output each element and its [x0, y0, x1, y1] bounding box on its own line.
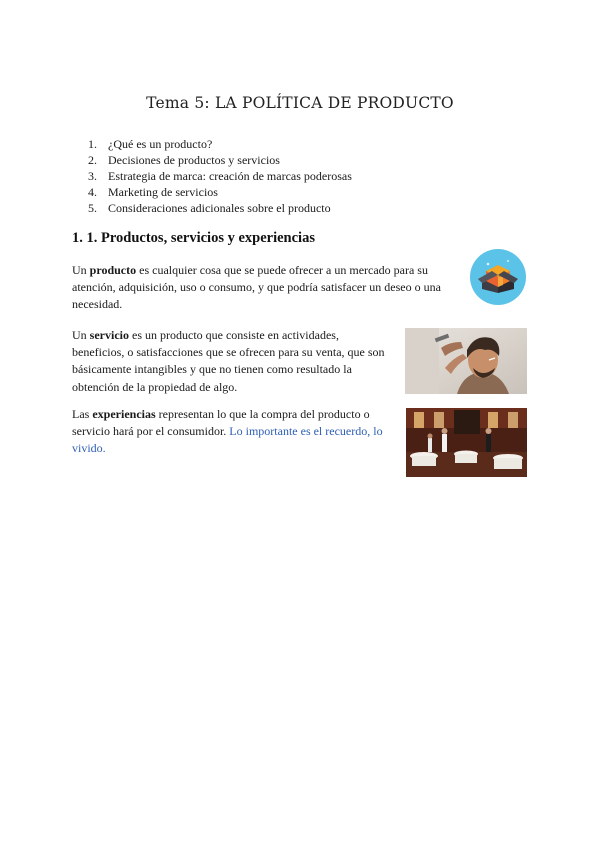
servicio-term: servicio: [89, 328, 129, 342]
table-of-contents: [88, 136, 352, 216]
paragraph-text: es un producto que consiste en actividades, beneficios, o satisfacciones que se ofrecen para su venta, que son básicamente intangibles y que no tienen como resultado la obtención de la propiedad de algo.: [72, 328, 385, 394]
toc-item: [88, 136, 352, 152]
paragraph-text: Un: [72, 328, 90, 342]
highlight-text: Lo importante es el recuerdo, lo vivido.: [72, 424, 383, 456]
toc-label: Consideraciones adicionales sobre el producto: [108, 201, 331, 215]
producto-term: producto: [89, 263, 137, 277]
toc-label: Marketing de servicios: [108, 185, 218, 199]
toc-label: Decisiones de productos y servicios: [108, 153, 280, 167]
toc-number: 1.: [88, 137, 97, 151]
toc-number: 2.: [88, 153, 97, 167]
section-heading: 1. 1. Productos, servicios y experiencias: [72, 230, 315, 246]
paragraph-text: representan lo que la compra del producto o servicio hará por el consumidor.: [72, 407, 370, 439]
toc-number: 3.: [88, 169, 97, 183]
paragraph-text: Las: [72, 407, 93, 421]
toc-number: 4.: [88, 185, 97, 199]
toc-item: [88, 152, 352, 168]
servicio-paragraph: [72, 327, 394, 396]
toc-label: ¿Qué es un producto?: [108, 137, 213, 151]
toc-item: [88, 184, 352, 200]
hairdresser-photo: [405, 328, 527, 394]
producto-paragraph: [72, 262, 456, 314]
restaurant-photo: [406, 408, 527, 477]
toc-item: [88, 200, 352, 216]
toc-label: Estrategia de marca: creación de marcas poderosas: [108, 169, 352, 183]
experiencias-term: experiencias: [92, 407, 156, 421]
open-box-icon: [470, 249, 526, 305]
toc-item: [88, 168, 352, 184]
toc-number: 5.: [88, 201, 97, 215]
paragraph-text: Un: [72, 263, 90, 277]
page-title: Tema 5: LA POLÍTICA DE PRODUCTO: [146, 94, 454, 112]
paragraph-text: es cualquier cosa que se puede ofrecer a un mercado para su atención, adquisición, uso o consumo, y que podría satisfacer un deseo o una necesidad.: [72, 263, 441, 312]
experiencias-paragraph: [72, 406, 396, 458]
